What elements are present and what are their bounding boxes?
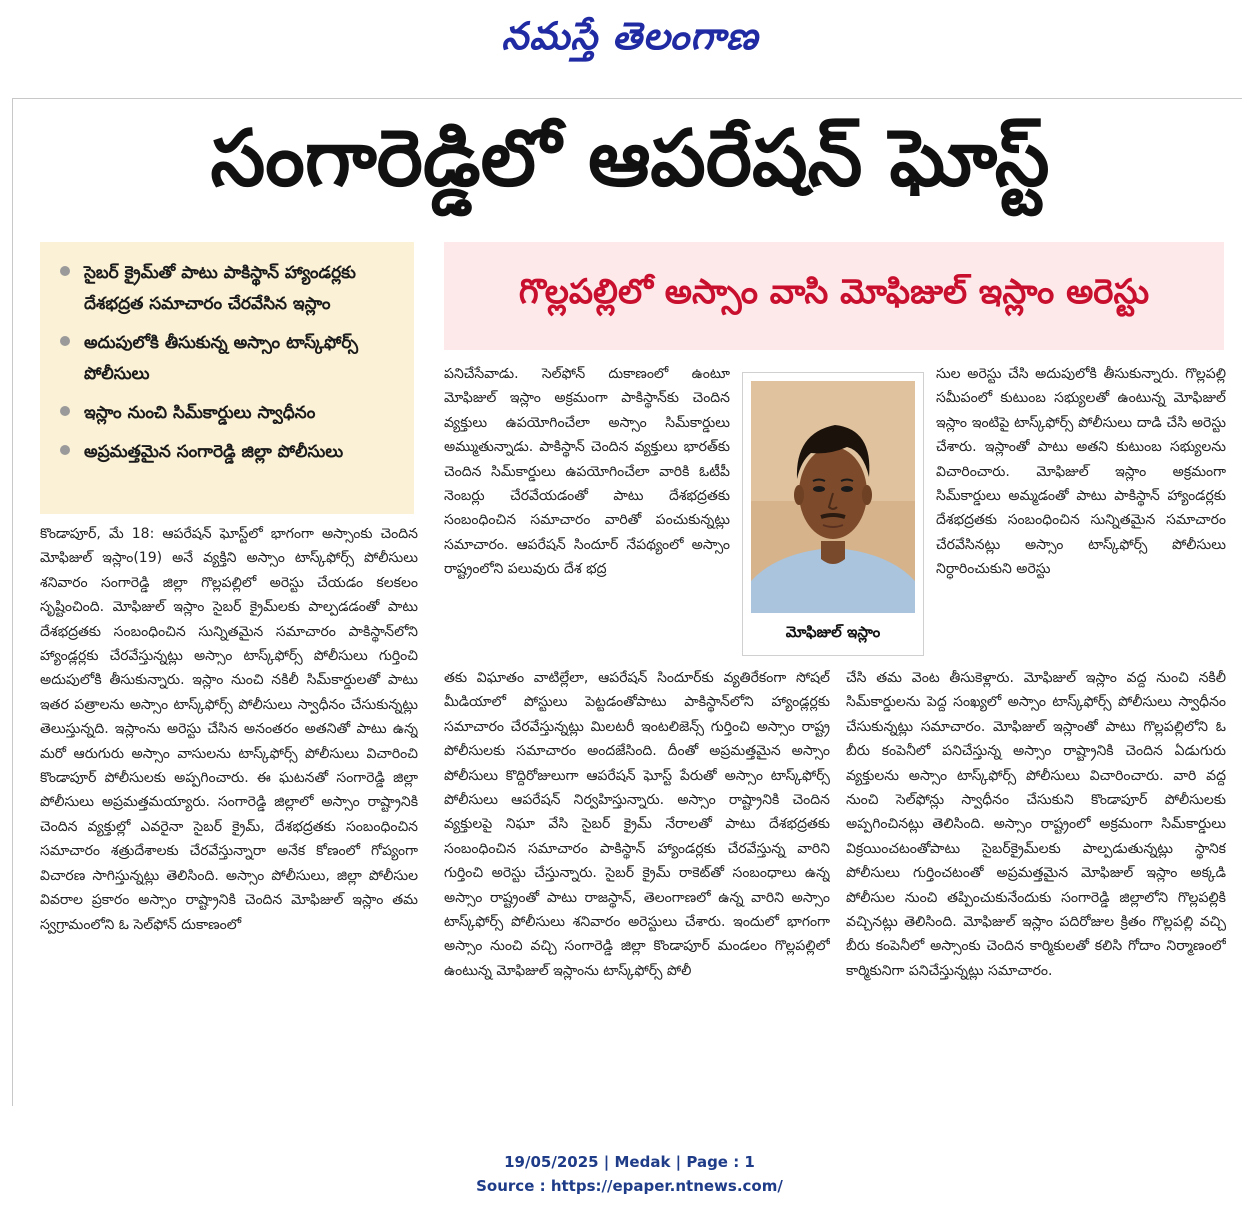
top-divider [12,98,1242,99]
highlight-item [60,437,400,468]
bullet-icon [60,266,70,276]
article-column-1: కొండాపూర్, మే 18: ఆపరేషన్ ఘోస్ట్‌లో భాగంగా అస్సాంకు చెందిన మోఫిజుల్ ఇస్లాం(19) అనే వ్యక్తిని అస్సాం టాస్క్‌ఫోర్స్ పోలీసులు శనివారం సంగారెడ్డి జిల్లా గొల్లపల్లిలో అరెస్టు చేయడం కలకలం సృష్టించింది. మోఫిజుల్ ఇస్లాం సైబర్ క్రైమ్‌లకు పాల్పడడంతో పాటు దేశభద్రతకు సంబంధించిన సున్నితమైన సమాచారం పాకిస్థాన్‌లోని హ్యాండ్లర్లకు చేరవేస్తున్నట్లు అస్సాం టాస్క్‌ఫోర్స్ పోలీసులు గుర్తించి అదుపులోకి తీసుకున్నారు. ఇస్లాం నుంచి నకిలీ సిమ్‌కార్డులతో పాటు ఇతర పత్రాలను అస్సాం టాస్క్‌ఫోర్స్ పోలీసులు స్వాధీనం చేసుకున్నట్లు తెలుస్తున్నది. ఇస్లాంను అరెస్టు చేసిన అనంతరం అతనితో పాటు ఉన్న మరో ఆరుగురు అస్సాం వాసులను టాస్క్‌ఫోర్స్ పోలీసులు విచారించి కొండాపూర్ పోలీసులకు అప్పగించారు. ఈ ఘటనతో సంగారెడ్డి జిల్లా పోలీసులు అప్రమత్తమయ్యారు. సంగారెడ్డి జిల్లాలో అస్సాం రాష్ట్రానికి చెందిన వ్యక్తుల్లో ఎవరైనా సైబర్ క్రైమ్, దేశభద్రతకు సంబంధించిన సమాచారం శత్రుదేశాలకు చేరవేస్తున్నారా అనేక కోణంలో గోప్యంగా విచారణ సాగిస్తున్నట్లు తెలిసింది. అస్సాం పోలీసులు, జిల్లా పోలీసుల వివరాల ప్రకారం అస్సాం రాష్ట్రానికి చెందిన మోఫిజుల్ ఇస్లాం తమ స్వగ్రామంలోని ఓ సెల్‌ఫోన్ దుకాణంలో [40,526,418,933]
person-photo [751,381,915,613]
highlights-box [40,242,414,514]
bullet-icon [60,445,70,455]
bullet-icon [60,406,70,416]
masthead-logo [430,10,830,72]
left-divider [12,98,13,1106]
highlight-text: సైబర్ క్రైమ్‌తో పాటు పాకిస్థాన్ హ్యాండర్లకు దేశభద్రత సమాచారం చేరవేసిన ఇస్లాం [84,263,356,314]
headline: సంగారెడ్డిలో ఆపరేషన్ ఘోస్ట్ [210,113,1050,204]
article-column-2-bottom: తకు విఘాతం వాటిల్లేలా, ఆపరేషన్ సిందూర్‌కు వ్యతిరేకంగా సోషల్ మీడియాలో పోస్టులు పెట్టడంతోపాటు పాకిస్థాన్‌లోని హ్యాండ్లర్లకు సమాచారం చేరవేస్తున్నట్లు మిలటరీ ఇంటలిజెన్స్ గుర్తించి అస్సాం రాష్ట్ర పోలీసులకు సమాచారం అందజేసింది. దీంతో అప్రమత్తమైన అస్సాం పోలీసులు కొద్దిరోజులుగా ఆపరేషన్ ఘోస్ట్ పేరుతో అస్సాం టాస్క్‌ఫోర్స్ పోలీసులు ఆపరేషన్ నిర్వహిస్తున్నారు. అస్సాం రాష్ట్రానికి చెందిన వ్యక్తులపై నిఘా వేసి సైబర్ క్రైమ్ నేరాలతో పాటు దేశభద్రతకు సంబంధించిన సమాచారం పాకిస్థాన్ హ్యాండర్లకు చేరవేస్తున్న వారిని గుర్తించి అరెస్టు చేస్తున్నారు. సైబర్ క్రైమ్ రాకెట్‌తో సంబంధాలు ఉన్న అస్సాం రాష్ట్రంతో పాటు రాజస్థాన్, తెలంగాణలో ఉన్న వారిని అస్సాం టాస్క్‌ఫోర్స్ పోలీసులు శనివారం అరెస్టులు చేశారు. ఇందులో భాగంగా అస్సాం నుంచి వచ్చి సంగారెడ్డి జిల్లా కొండాపూర్ మండలం గొల్లపల్లిలో ఉంటున్న మోఫిజుల్ ఇస్లాంను టాస్క్‌ఫోర్స్ పోలీ [444,670,830,979]
highlight-item [60,328,400,390]
masthead-logo-text: నమస్తే తెలంగాణ [501,14,759,58]
highlight-item [60,398,400,429]
subheadline: గొల్లపల్లిలో అస్సాం వాసి మోఫిజుల్ ఇస్లాం అరెస్టు [518,272,1150,312]
portrait-illustration [751,381,915,613]
footer [0,1150,1259,1198]
article-column-3-top: సుల అరెస్టు చేసి అదుపులోకి తీసుకున్నారు. గొల్లపల్లి సమీపంలో కుటుంబ సభ్యులతో ఉంటున్న మోఫిజుల్ ఇస్లాం ఇంటిపై టాస్క్‌ఫోర్స్ పోలీసులు దాడి చేసి అరెస్టు చేశారు. ఇస్లాంతో పాటు అతని కుటుంబ సభ్యులను విచారించారు. మోఫిజుల్ ఇస్లాం అక్రమంగా సిమ్‌కార్డులు అమ్మడంతో పాటు పాకిస్థాన్ హ్యాండర్లకు దేశభద్రతకు సంబంధించిన సున్నితమైన సమాచారం చేరవేసినట్లు అస్సాం టాస్క్‌ఫోర్స్ పోలీసులు నిర్ధారించుకుని అరెస్టు [936,366,1226,578]
bullet-icon [60,336,70,346]
highlight-text: ఇస్లాం నుంచి సిమ్‌కార్డులు స్వాధీనం [84,403,316,423]
footer-date-line: 19/05/2025 | Medak | Page : 1 [504,1153,755,1171]
highlight-text: అదుపులోకి తీసుకున్న అస్సాం టాస్క్‌ఫోర్స్ పోలీసులు [84,333,358,384]
article-column-3-bottom: చేసి తమ వెంట తీసుకెళ్లారు. మోఫిజుల్ ఇస్లాం వద్ద నుంచి నకిలీ సిమ్‌కార్డులను పెద్ద సంఖ్యలో అస్సాం టాస్క్‌ఫోర్స్ పోలీసులు స్వాధీనం చేసుకున్నట్లు సమాచారం. మోఫిజుల్ ఇస్లాంతో పాటు గొల్లపల్లిలోని ఓ బీరు కంపెనీలో పనిచేస్తున్న అస్సాం రాష్ట్రానికి చెందిన ఏడుగురు వ్యక్తులను అస్సాం టాస్క్‌ఫోర్స్ పోలీసులు విచారించారు. వారి వద్ద నుంచి సెల్‌ఫోన్లు స్వాధీనం చేసుకుని కొండాపూర్ పోలీసులకు అప్పగించినట్లు తెలిసింది. అస్సాం రాష్ట్రంలో అక్రమంగా సిమ్‌కార్డులు విక్రయించటంతోపాటు సైబర్‌క్రైమ్‌లకు పాల్పడుతున్నట్లు స్థానిక పోలీసులు గుర్తించటంతో అప్రమత్తమైన మోఫిజుల్ ఇస్లాం అక్కడి పోలీసుల నుంచి తప్పించుకునేందుకు సంగారెడ్డి జిల్లాలోని గొల్లపల్లికి వచ్చినట్లు తెలిసింది. మోఫిజుల్ ఇస్లాం పదిరోజుల క్రితం గొల్లపల్లి వచ్చి బీరు కంపెనీలో అస్సాంకు చెందిన కార్మికులతో కలిసి గోదాం నిర్మాణంలో కార్మికునిగా పనిచేస్తున్నట్లు సమాచారం. [846,670,1226,979]
subheadline-box [444,242,1224,350]
highlight-text: అప్రమత్తమైన సంగారెడ్డి జిల్లా పోలీసులు [84,442,344,462]
footer-source-line: Source : https://epaper.ntnews.com/ [476,1177,783,1195]
article-column-2-top: పనిచేసేవాడు. సెల్‌ఫోన్ దుకాణంలో ఉంటూ మోఫిజుల్ ఇస్లాం అక్రమంగా పాకిస్థాన్‌కు చెందిన వ్యక్తులు ఉపయోగించేలా అస్సాం సిమ్‌కార్డులు అమ్ముతున్నాడు. పాకిస్థాన్ చెందిన వ్యక్తులు భారత్‌కు చెందిన సిమ్‌కార్డులు ఉపయోగించేలా వారికి ఓటీపీ నెంబర్లు చేరవేయడంతో పాటు దేశభద్రతకు సంబంధించిన సమాచారం వారితో పంచుకున్నట్లు సమాచారం. ఆపరేషన్ సిందూర్ నేపథ్యంలో అస్సాం రాష్ట్రంలోని పలువురు దేశ భద్ర [444,366,730,578]
highlight-item [60,258,400,320]
photo-caption: మోఫిజుల్ ఇస్లాం [785,623,881,641]
photo-frame [742,372,924,656]
